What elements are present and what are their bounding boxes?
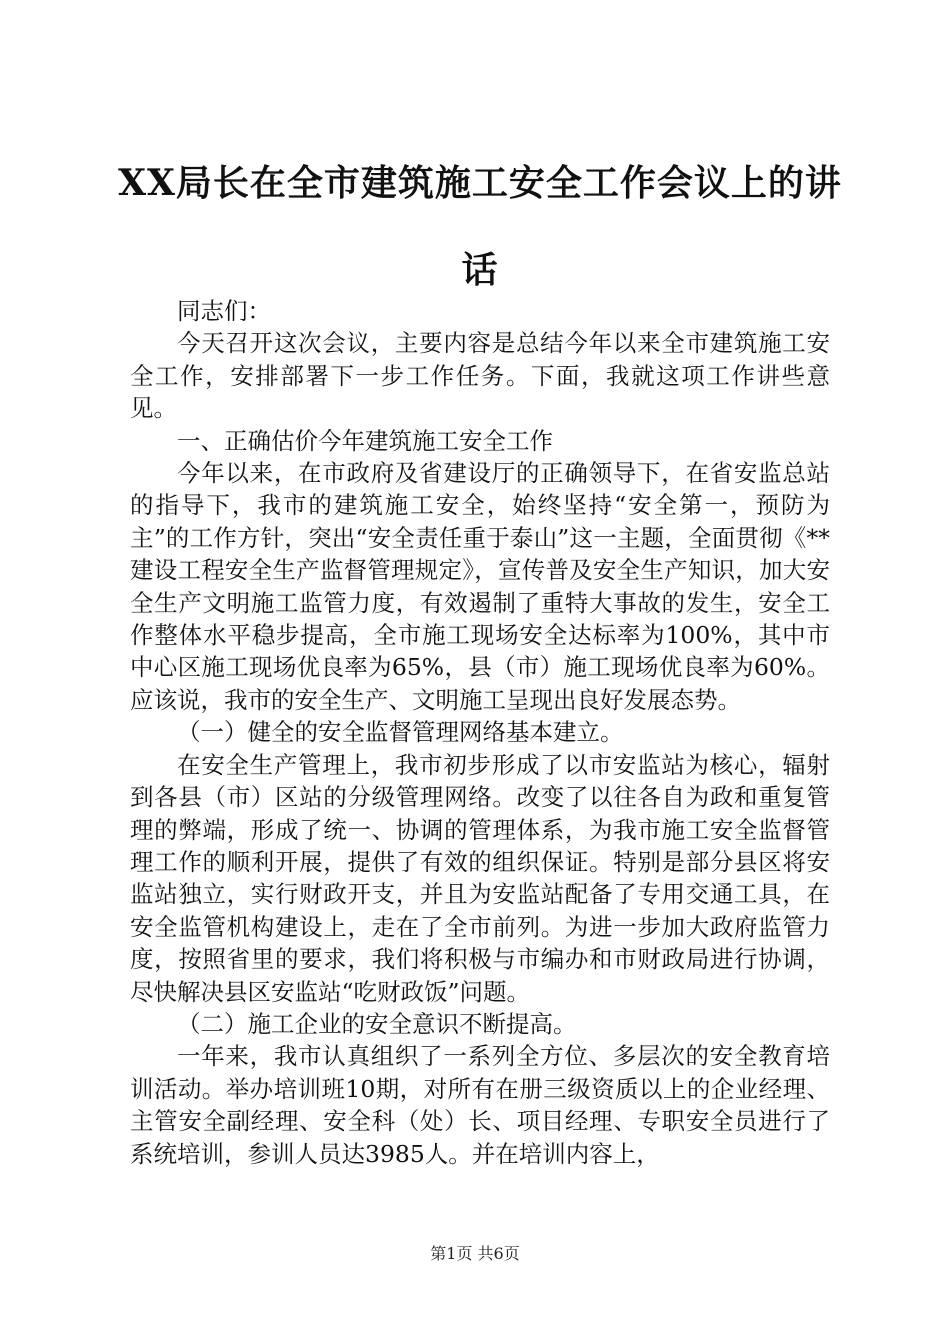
salutation: 同志们： [177, 297, 271, 325]
paragraph-intro: 今天召开这次会议，主要内容是总结今年以来全市建筑施工安全工作，安排部署下一步工作任务。下面，我就这项工作讲些意见。 [130, 329, 830, 423]
section-heading-1: 一、正确估价今年建筑施工安全工作 [177, 426, 553, 455]
paragraph-overview: 今年以来，在市政府及省建设厅的正确领导下，在省安监总站的指导下，我市的建筑施工安全，始终坚持“安全第一，预防为主”的工作方针，突出“安全责任重于泰山”这一主题，全面贯彻《**建设工程安全生产监督管理规定》，宣传普及安全生产知识，加大安全生产文明施工监管力度，有效遏制了重特大事故的发生，安全工作整体水平稳步提高，全市施工现场安全达标率为100%，其中市中心区施工现场优良率为65%，县（市）施工现场优良率为60%。应该说，我市的安全生产、文明施工呈现出良好发展态势。 [130, 459, 830, 714]
subsection-heading-1: （一）健全的安全监督管理网络基本建立。 [177, 718, 624, 747]
paragraph-network: 在安全生产管理上，我市初步形成了以市安监站为核心，辐射到各县（市）区站的分级管理网络。改变了以往各自为政和重复管理的弊端，形成了统一、协调的管理体系，为我市施工安全监督管理工作的顺利开展，提供了有效的组织保证。特别是部分县区将安监站独立，实行财政开支，并且为安监站配备了专用交通工具，在安全监管机构建设上，走在了全市前列。为进一步加大政府监管力度，按照省里的要求，我们将积极与市编办和市财政局进行协调，尽快解决县区安监站“吃财政饭”问题。 [130, 750, 830, 1006]
document-body [130, 295, 830, 1170]
paragraph-training: 一年来，我市认真组织了一系列全方位、多层次的安全教育培训活动。举办培训班10期，对所有在册三级资质以上的企业经理、主管安全副经理、安全科（处）长、项目经理、专职安全员进行了系统培训，参训人员达3985人。并在培训内容上， [130, 1042, 830, 1168]
document-title-line-1: XX局长在全市建筑施工安全工作会议上的讲 [118, 162, 842, 204]
page-footer: 第1页 共6页 [430, 1244, 520, 1263]
document-title-line-2: 话 [461, 249, 499, 291]
subsection-heading-2: （二）施工企业的安全意识不断提高。 [177, 1009, 577, 1038]
